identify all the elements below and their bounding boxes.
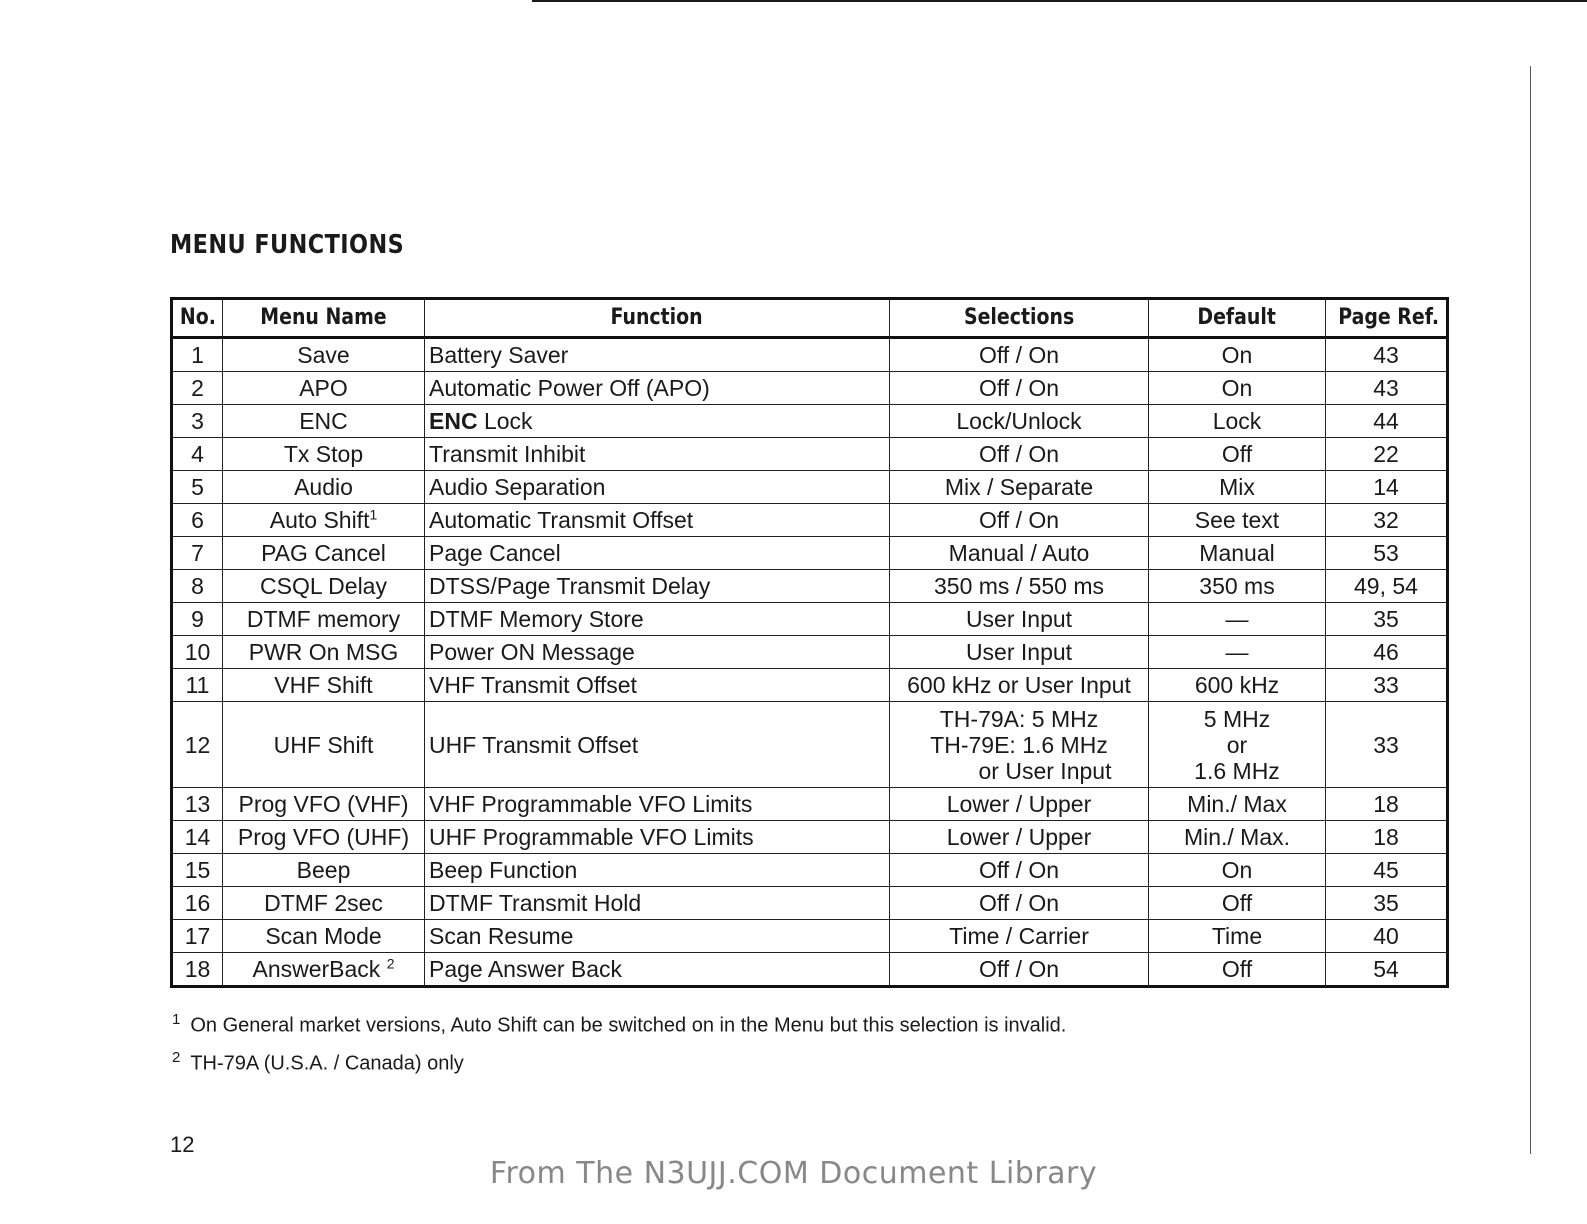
cell-menu-name: APO [223, 372, 425, 405]
cell-default [1149, 702, 1326, 788]
cell-no: 8 [172, 570, 223, 603]
watermark: From The N3UJJ.COM Document Library [489, 1156, 1098, 1191]
cell-default: Time [1149, 920, 1326, 953]
cell-default: Manual [1149, 537, 1326, 570]
cell-no: 7 [172, 537, 223, 570]
footnote-ref-2: 2 [386, 955, 395, 972]
table-row [172, 636, 1448, 669]
cell-no: 18 [172, 953, 223, 987]
cell-menu-name: Scan Mode [223, 920, 425, 953]
cell-no: 15 [172, 854, 223, 887]
footnote-ref-1: 1 [369, 506, 378, 523]
cell-menu-name: Prog VFO (UHF) [223, 821, 425, 854]
cell-selections: User Input [890, 603, 1149, 636]
top-rule [532, 0, 1587, 2]
cell-page-ref: 22 [1326, 438, 1448, 471]
cell-function: Page Answer Back [425, 953, 890, 987]
cell-menu-name: ENC [223, 405, 425, 438]
cell-menu-name: Audio [223, 471, 425, 504]
default-line: 5 MHz [1203, 705, 1271, 732]
cell-selections: Off / On [890, 887, 1149, 920]
cell-function: VHF Programmable VFO Limits [425, 788, 890, 821]
cell-selections: User Input [890, 636, 1149, 669]
cell-selections [890, 702, 1149, 788]
cell-function: Battery Saver [425, 338, 890, 372]
cell-default: Mix [1149, 471, 1326, 504]
cell-no: 16 [172, 887, 223, 920]
cell-page-ref: 18 [1326, 788, 1448, 821]
cell-function: Automatic Transmit Offset [425, 504, 890, 537]
cell-selections: Off / On [890, 338, 1149, 372]
cell-page-ref: 43 [1326, 372, 1448, 405]
cell-page-ref: 40 [1326, 920, 1448, 953]
cell-no: 13 [172, 788, 223, 821]
cell-no: 17 [172, 920, 223, 953]
cell-default: Min./ Max [1149, 788, 1326, 821]
cell-default: On [1149, 372, 1326, 405]
cell-menu-name: Save [223, 338, 425, 372]
cell-default: On [1149, 854, 1326, 887]
table-row [172, 953, 1448, 987]
header-menu-name: Menu Name [223, 299, 425, 338]
side-rule [1530, 66, 1531, 1154]
menu-name-text: Auto Shift [269, 507, 370, 533]
cell-page-ref: 46 [1326, 636, 1448, 669]
table-row [172, 603, 1448, 636]
page-number: 12 [170, 1132, 195, 1157]
header-page-ref: Page Ref. [1326, 299, 1448, 338]
cell-function: Beep Function [425, 854, 890, 887]
cell-page-ref: 33 [1326, 669, 1448, 702]
footnote-mark: 2 [172, 1048, 181, 1066]
cell-default: — [1149, 603, 1326, 636]
cell-page-ref: 35 [1326, 887, 1448, 920]
selection-line: TH-79E: 1.6 MHz [930, 731, 1108, 758]
cell-page-ref: 35 [1326, 603, 1448, 636]
cell-no: 4 [172, 438, 223, 471]
table-row [172, 471, 1448, 504]
cell-default: Lock [1149, 405, 1326, 438]
cell-function: VHF Transmit Offset [425, 669, 890, 702]
cell-page-ref: 54 [1326, 953, 1448, 987]
cell-no: 5 [172, 471, 223, 504]
table-header-row [172, 299, 1448, 338]
cell-page-ref: 32 [1326, 504, 1448, 537]
footnotes [172, 1004, 1066, 1079]
table-row [172, 854, 1448, 887]
menu-functions-table [170, 297, 1449, 988]
cell-function: UHF Programmable VFO Limits [425, 821, 890, 854]
cell-default: Off [1149, 953, 1326, 987]
cell-selections: Off / On [890, 953, 1149, 987]
selection-line: TH-79A: 5 MHz [939, 705, 1099, 732]
header-no: No. [172, 299, 223, 338]
table-row [172, 669, 1448, 702]
cell-function: Audio Separation [425, 471, 890, 504]
cell-page-ref: 18 [1326, 821, 1448, 854]
cell-selections: Off / On [890, 504, 1149, 537]
cell-function: Power ON Message [425, 636, 890, 669]
cell-page-ref: 45 [1326, 854, 1448, 887]
cell-no: 3 [172, 405, 223, 438]
cell-menu-name: CSQL Delay [223, 570, 425, 603]
cell-default: — [1149, 636, 1326, 669]
cell-default: 350 ms [1149, 570, 1326, 603]
cell-menu-name [223, 953, 425, 987]
function-bold-prefix: ENC [429, 408, 478, 434]
footnote-mark: 1 [172, 1011, 181, 1028]
table-row [172, 504, 1448, 537]
footnote-2 [172, 1042, 1066, 1080]
cell-function: Automatic Power Off (APO) [425, 372, 890, 405]
cell-default: Min./ Max. [1149, 821, 1326, 854]
table-row [172, 887, 1448, 920]
cell-page-ref: 49, 54 [1326, 570, 1448, 603]
cell-selections: Lock/Unlock [890, 405, 1149, 438]
table-row [172, 570, 1448, 603]
cell-page-ref: 44 [1326, 405, 1448, 438]
cell-no: 1 [172, 338, 223, 372]
cell-menu-name [223, 504, 425, 537]
table-row [172, 372, 1448, 405]
function-text: Lock [477, 408, 533, 434]
cell-menu-name: Prog VFO (VHF) [223, 788, 425, 821]
cell-function: DTSS/Page Transmit Delay [425, 570, 890, 603]
cell-no: 2 [172, 372, 223, 405]
table-row [172, 405, 1448, 438]
footnote-text: On General market versions, Auto Shift can be switched on in the Menu but this selection is invalid. [190, 1014, 1067, 1037]
cell-menu-name: UHF Shift [223, 702, 425, 788]
cell-no: 6 [172, 504, 223, 537]
table-row [172, 920, 1448, 953]
table-row [172, 338, 1448, 372]
cell-no: 14 [172, 821, 223, 854]
table-row [172, 702, 1448, 788]
cell-menu-name: PWR On MSG [223, 636, 425, 669]
cell-function: Page Cancel [425, 537, 890, 570]
cell-selections: Off / On [890, 438, 1149, 471]
cell-menu-name: Tx Stop [223, 438, 425, 471]
cell-function: UHF Transmit Offset [425, 702, 890, 788]
cell-menu-name: DTMF 2sec [223, 887, 425, 920]
cell-function [425, 405, 890, 438]
cell-menu-name: DTMF memory [223, 603, 425, 636]
cell-selections: Mix / Separate [890, 471, 1149, 504]
table-row [172, 537, 1448, 570]
cell-function: DTMF Transmit Hold [425, 887, 890, 920]
cell-function: Scan Resume [425, 920, 890, 953]
header-selections: Selections [890, 299, 1149, 338]
cell-selections: Lower / Upper [890, 788, 1149, 821]
cell-page-ref: 14 [1326, 471, 1448, 504]
footnote-1 [172, 1004, 1066, 1042]
cell-selections: 600 kHz or User Input [890, 669, 1149, 702]
cell-default: On [1149, 338, 1326, 372]
cell-menu-name: PAG Cancel [223, 537, 425, 570]
cell-default: Off [1149, 887, 1326, 920]
cell-selections: Off / On [890, 372, 1149, 405]
header-default: Default [1149, 299, 1326, 338]
cell-selections: Manual / Auto [890, 537, 1149, 570]
table-row [172, 821, 1448, 854]
cell-default: 600 kHz [1149, 669, 1326, 702]
cell-menu-name: Beep [223, 854, 425, 887]
selection-line: or User Input [978, 757, 1112, 784]
cell-page-ref: 43 [1326, 338, 1448, 372]
footnote-text: TH-79A (U.S.A. / Canada) only [190, 1052, 464, 1075]
cell-page-ref: 53 [1326, 537, 1448, 570]
page-title: MENU FUNCTIONS [170, 230, 405, 260]
cell-default: Off [1149, 438, 1326, 471]
cell-selections: Lower / Upper [890, 821, 1149, 854]
cell-function: DTMF Memory Store [425, 603, 890, 636]
menu-name-text: AnswerBack [252, 956, 381, 982]
header-function: Function [425, 299, 890, 338]
table-row [172, 788, 1448, 821]
cell-default: See text [1149, 504, 1326, 537]
default-line: or [1226, 731, 1248, 758]
table-row [172, 438, 1448, 471]
cell-no: 10 [172, 636, 223, 669]
cell-selections: 350 ms / 550 ms [890, 570, 1149, 603]
cell-selections: Off / On [890, 854, 1149, 887]
cell-selections: Time / Carrier [890, 920, 1149, 953]
cell-menu-name: VHF Shift [223, 669, 425, 702]
cell-page-ref: 33 [1326, 702, 1448, 788]
cell-no: 12 [172, 702, 223, 788]
cell-no: 9 [172, 603, 223, 636]
default-line: 1.6 MHz [1194, 757, 1280, 784]
cell-function: Transmit Inhibit [425, 438, 890, 471]
cell-no: 11 [172, 669, 223, 702]
